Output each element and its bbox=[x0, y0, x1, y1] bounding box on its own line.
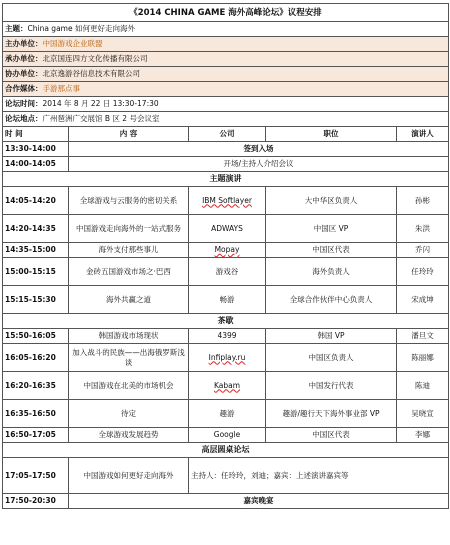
info-organizer-label: 承办单位： bbox=[5, 54, 43, 63]
info-time-value: 2014 年 8 月 22 日 13:30-17:30 bbox=[42, 99, 159, 108]
info-venue bbox=[3, 112, 449, 127]
row-speaker: 吴晓宣 bbox=[397, 400, 449, 428]
agenda-row-k8 bbox=[3, 372, 449, 400]
row-time: 17:05-17:50 bbox=[3, 458, 69, 494]
row-speaker: 陈丽娜 bbox=[397, 344, 449, 372]
row-content: 待定 bbox=[69, 400, 189, 428]
agenda-row-k6 bbox=[3, 329, 449, 344]
row-time: 15:15-15:30 bbox=[3, 286, 69, 314]
agenda-row-k4 bbox=[3, 258, 449, 286]
row-position: 全球合作伙伴中心负责人 bbox=[266, 286, 397, 314]
row-time: 14:00-14:05 bbox=[3, 157, 69, 172]
agenda-row-k5 bbox=[3, 286, 449, 314]
info-row-host bbox=[3, 37, 449, 52]
agenda-row-forum bbox=[3, 458, 449, 494]
row-content: 签到入场 bbox=[69, 142, 449, 157]
row-content: 全球游戏发展趋势 bbox=[69, 428, 189, 443]
row-position: 海外负责人 bbox=[266, 258, 397, 286]
title-row bbox=[3, 4, 449, 22]
row-company: 畅游 bbox=[189, 286, 266, 314]
info-time bbox=[3, 97, 449, 112]
row-speaker: 潘旦文 bbox=[397, 329, 449, 344]
row-speaker: 陈迪 bbox=[397, 372, 449, 400]
row-company: 游戏谷 bbox=[189, 258, 266, 286]
info-row-time bbox=[3, 97, 449, 112]
agenda-row-k10 bbox=[3, 428, 449, 443]
agenda-table bbox=[2, 3, 449, 509]
info-theme bbox=[3, 22, 449, 37]
row-time: 14:20-14:35 bbox=[3, 215, 69, 243]
row-speaker: 朱洪 bbox=[397, 215, 449, 243]
row-speaker: 孙彬 bbox=[397, 187, 449, 215]
row-content: 金砖五国游戏市场之·巴西 bbox=[69, 258, 189, 286]
row-position: 中国发行代表 bbox=[266, 372, 397, 400]
row-position: 韩国 VP bbox=[266, 329, 397, 344]
row-speaker: 李娜 bbox=[397, 428, 449, 443]
row-company: Mopay bbox=[189, 243, 266, 258]
info-media-value: 手游那点事 bbox=[42, 84, 80, 93]
info-media-label: 合作媒体： bbox=[5, 84, 43, 93]
section-forum bbox=[3, 443, 449, 458]
agenda-row-k9 bbox=[3, 400, 449, 428]
row-content: 海外共赢之道 bbox=[69, 286, 189, 314]
info-theme-value: China game 如何更好走向海外 bbox=[27, 24, 135, 33]
info-media bbox=[3, 82, 449, 97]
row-time: 17:50-20:30 bbox=[3, 494, 69, 509]
row-position: 中国区 VP bbox=[266, 215, 397, 243]
row-time: 16:35-16:50 bbox=[3, 400, 69, 428]
info-row-coorganizer bbox=[3, 67, 449, 82]
row-content: 中国游戏如何更好走向海外 bbox=[69, 458, 189, 494]
row-position: 中国区负责人 bbox=[266, 344, 397, 372]
agenda-row-k1 bbox=[3, 187, 449, 215]
agenda-row-k2 bbox=[3, 215, 449, 243]
row-speaker: 任玲玲 bbox=[397, 258, 449, 286]
col-header-content: 内 容 bbox=[69, 127, 189, 142]
col-header-time: 时 间 bbox=[3, 127, 69, 142]
section-title: 茶歇 bbox=[3, 314, 449, 329]
row-time: 16:20-16:35 bbox=[3, 372, 69, 400]
section-keynote bbox=[3, 172, 449, 187]
section-break bbox=[3, 314, 449, 329]
row-content: 开场/主持人介绍会议 bbox=[69, 157, 449, 172]
row-company: Kabam bbox=[189, 372, 266, 400]
row-host-guests: 主持人：任玲玲，刘迪；嘉宾：上述演讲嘉宾等 bbox=[189, 458, 449, 494]
row-content: 中国游戏在北美的市场机会 bbox=[69, 372, 189, 400]
info-time-label: 论坛时间： bbox=[5, 99, 43, 108]
row-company: 4399 bbox=[189, 329, 266, 344]
agenda-row-k7 bbox=[3, 344, 449, 372]
row-content: 韩国游戏市场现状 bbox=[69, 329, 189, 344]
info-row-venue bbox=[3, 112, 449, 127]
section-title: 主题演讲 bbox=[3, 172, 449, 187]
col-header-position: 职位 bbox=[266, 127, 397, 142]
info-row-organizer bbox=[3, 52, 449, 67]
row-content: 海外支付那些事儿 bbox=[69, 243, 189, 258]
info-host-value: 中国游戏企业联盟 bbox=[42, 39, 103, 48]
col-header-company: 公司 bbox=[189, 127, 266, 142]
row-speaker: 宋成坤 bbox=[397, 286, 449, 314]
row-position: 中国区代表 bbox=[266, 428, 397, 443]
row-company: IBM Softlayer bbox=[189, 187, 266, 215]
agenda-row-signin bbox=[3, 142, 449, 157]
row-company: Google bbox=[189, 428, 266, 443]
row-time: 14:35-15:00 bbox=[3, 243, 69, 258]
row-time: 16:50-17:05 bbox=[3, 428, 69, 443]
row-content: 全球游戏与云服务的密切关系 bbox=[69, 187, 189, 215]
agenda-row-dinner bbox=[3, 494, 449, 509]
row-time: 16:05-16:20 bbox=[3, 344, 69, 372]
row-company: ADWAYS bbox=[189, 215, 266, 243]
info-coorganizer-value: 北京逸游谷信息技术有限公司 bbox=[42, 69, 140, 78]
agenda-sheet bbox=[2, 3, 448, 509]
row-company: Infiplay.ru bbox=[189, 344, 266, 372]
row-time: 14:05-14:20 bbox=[3, 187, 69, 215]
info-coorganizer-label: 协办单位： bbox=[5, 69, 43, 78]
info-theme-label: 主题： bbox=[5, 24, 28, 33]
info-row-theme bbox=[3, 22, 449, 37]
row-speaker: 乔闪 bbox=[397, 243, 449, 258]
info-row-media bbox=[3, 82, 449, 97]
agenda-row-k3 bbox=[3, 243, 449, 258]
row-content: 加入战斗的民族——出海俄罗斯浅谈 bbox=[69, 344, 189, 372]
agenda-row-opening bbox=[3, 157, 449, 172]
info-coorganizer bbox=[3, 67, 449, 82]
col-header-speaker: 演讲人 bbox=[397, 127, 449, 142]
info-host bbox=[3, 37, 449, 52]
row-time: 15:00-15:15 bbox=[3, 258, 69, 286]
section-title: 高层圆桌论坛 bbox=[3, 443, 449, 458]
agenda-title: 《2014 CHINA GAME 海外高峰论坛》议程安排 bbox=[3, 4, 449, 22]
info-host-label: 主办单位： bbox=[5, 39, 43, 48]
row-position: 大中华区负责人 bbox=[266, 187, 397, 215]
info-organizer-value: 北京国连四方文化传播有限公司 bbox=[42, 54, 148, 63]
column-header-row bbox=[3, 127, 449, 142]
row-content: 中国游戏走向海外的一站式服务 bbox=[69, 215, 189, 243]
info-venue-value: 广州琶洲广交展馆 B 区 2 号会议室 bbox=[42, 114, 160, 123]
row-content: 嘉宾晚宴 bbox=[69, 494, 449, 509]
row-time: 15:50-16:05 bbox=[3, 329, 69, 344]
row-position: 中国区代表 bbox=[266, 243, 397, 258]
info-organizer bbox=[3, 52, 449, 67]
row-time: 13:30-14:00 bbox=[3, 142, 69, 157]
row-position: 趣游/趣行天下海外事业部 VP bbox=[266, 400, 397, 428]
row-company: 趣游 bbox=[189, 400, 266, 428]
info-venue-label: 论坛地点： bbox=[5, 114, 43, 123]
